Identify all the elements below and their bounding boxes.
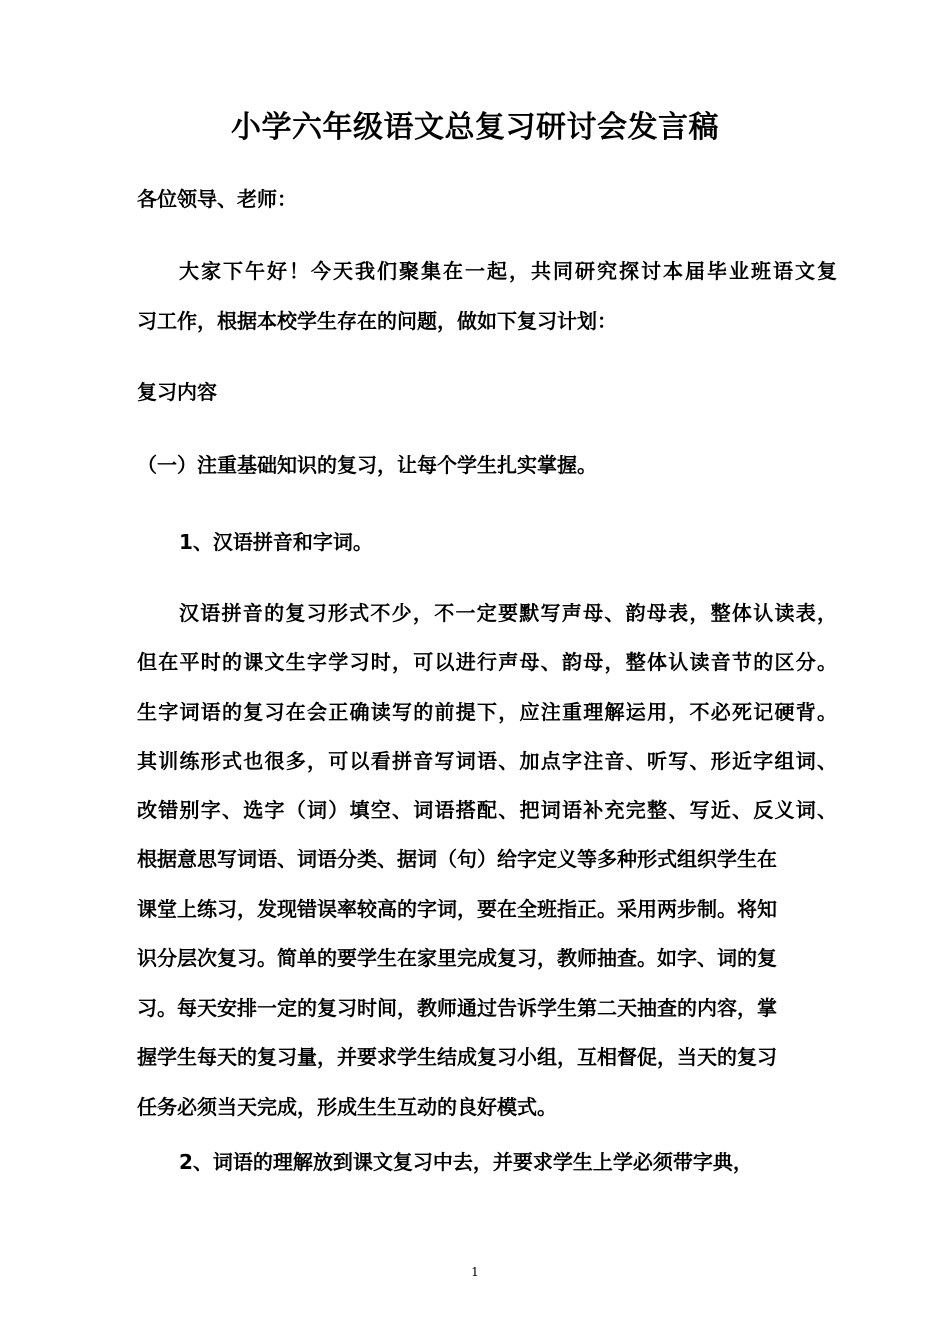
paragraph-line: 握学生每天的复习量，并要求学生结成复习小组，互相督促，当天的复习 bbox=[137, 1045, 777, 1069]
intro-line: 大家下午好！今天我们聚集在一起，共同研究探讨本届毕业班语文复 bbox=[179, 259, 837, 283]
item-heading: 1、汉语拼音和字词。 bbox=[179, 530, 373, 554]
section-heading: 复习内容 bbox=[137, 380, 217, 404]
subsection-heading: （一）注重基础知识的复习，让每个学生扎实掌握。 bbox=[137, 453, 597, 477]
salutation: 各位领导、老师： bbox=[137, 187, 297, 211]
intro-line: 习工作，根据本校学生存在的问题，做如下复习计划： bbox=[137, 309, 617, 333]
paragraph-line: 根据意思写词语、词语分类、据词（句）给字定义等多种形式组织学生在 bbox=[137, 847, 777, 871]
paragraph-line: 任务必须当天完成，形成生生互动的良好模式。 bbox=[137, 1095, 557, 1119]
paragraph-line: 习。每天安排一定的复习时间，教师通过告诉学生第二天抽查的内容，掌 bbox=[137, 996, 777, 1020]
paragraph-line: 生字词语的复习在会正确读写的前提下，应注重理解运用，不必死记硬背。 bbox=[137, 700, 837, 724]
paragraph-line: 但在平时的课文生字学习时，可以进行声母、韵母，整体认读音节的区分。 bbox=[137, 650, 837, 674]
paragraph-line: 汉语拼音的复习形式不少，不一定要默写声母、韵母表，整体认读表， bbox=[179, 601, 837, 625]
document-title: 小学六年级语文总复习研讨会发言稿 bbox=[231, 110, 719, 145]
page-number: 1 bbox=[471, 1265, 479, 1279]
item-heading: 2、词语的理解放到课文复习中去，并要求学生上学必须带字典， bbox=[179, 1150, 753, 1174]
paragraph-line: 其训练形式也很多，可以看拼音写词语、加点字注音、听写、形近字组词、 bbox=[137, 749, 837, 773]
paragraph-line: 识分层次复习。简单的要学生在家里完成复习，教师抽查。如字、词的复 bbox=[137, 946, 777, 970]
paragraph-line: 改错别字、选字（词）填空、词语搭配、把词语补充完整、写近、反义词、 bbox=[137, 798, 837, 822]
paragraph-line: 课堂上练习，发现错误率较高的字词，要在全班指正。采用两步制。将知 bbox=[137, 897, 777, 921]
